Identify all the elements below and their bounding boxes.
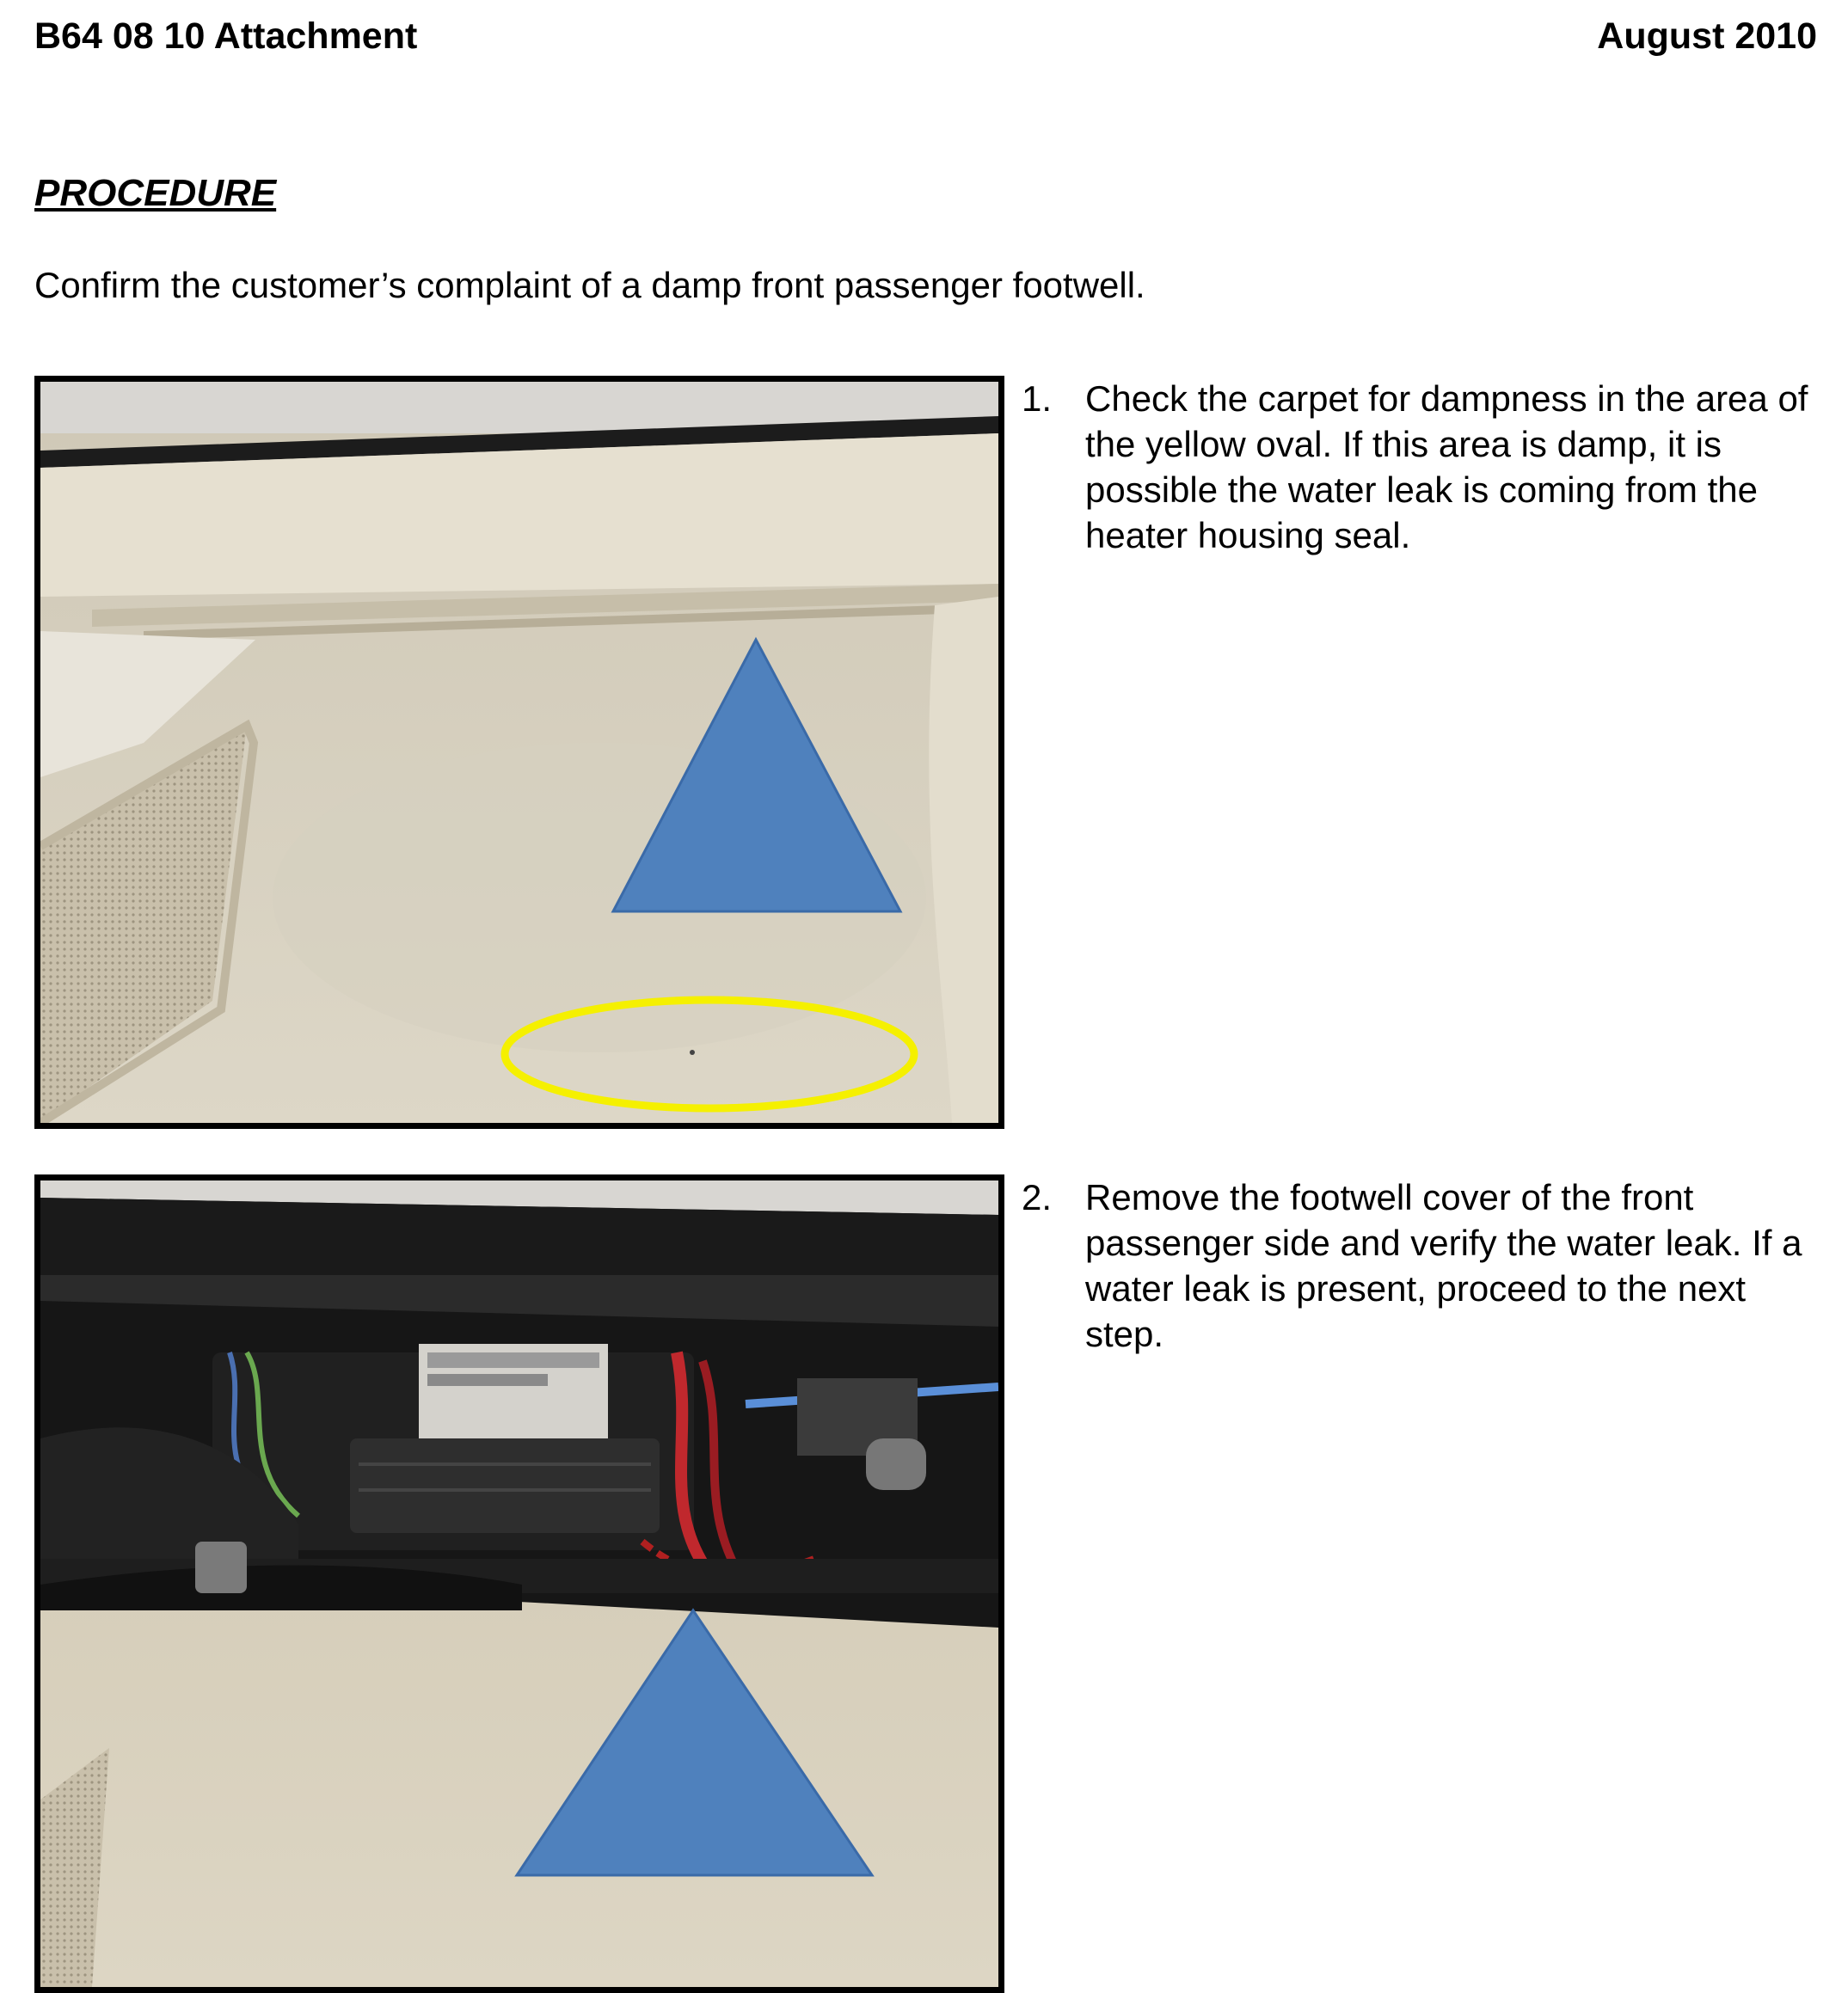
step-1 [1022,376,1821,558]
photo-footwell-cover-removed [34,1174,1004,1993]
intro-text: Confirm the customer’s complaint of a damp front passenger footwell. [34,265,1145,305]
step-2 [1022,1174,1821,1357]
section-title: PROCEDURE [34,172,277,214]
document-date: August 2010 [1597,15,1817,57]
document-id: B64 08 10 Attachment [34,15,418,57]
step-2-text: Remove the footwell cover of the front passenger side and verify the water leak. If a water leak is present, proceed to the next step. [1085,1177,1802,1354]
step-2-number: 2. [1022,1177,1053,1217]
photo-footwell-carpet [34,376,1004,1129]
step-1-text: Check the carpet for dampness in the area of the yellow oval. If this area is damp, it is possible the water leak is coming from the heater housing seal. [1085,378,1808,555]
step-1-number: 1. [1022,378,1053,419]
